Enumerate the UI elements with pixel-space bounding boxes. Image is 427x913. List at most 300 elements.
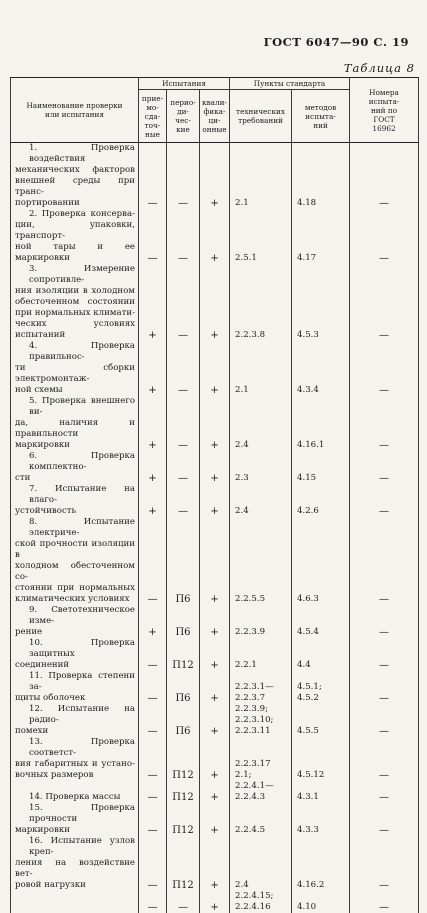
name-line: ческих условиях испытаний bbox=[15, 319, 135, 341]
name-line: 3. Измерение сопротивле- bbox=[15, 264, 135, 286]
table-row bbox=[11, 803, 419, 836]
cell-periodic bbox=[167, 264, 200, 341]
cell-acceptance-value: — bbox=[148, 880, 158, 891]
header-line: сда- bbox=[145, 112, 160, 121]
cell-test-name bbox=[11, 264, 139, 341]
cell-gost-value: — bbox=[379, 330, 389, 341]
table-row bbox=[11, 484, 419, 517]
table-row bbox=[11, 737, 419, 781]
cell-methods bbox=[292, 451, 350, 484]
cell-test-name bbox=[11, 803, 139, 836]
cell-periodic bbox=[167, 836, 200, 891]
tech-line: 2.1 bbox=[235, 385, 289, 396]
cell-gost bbox=[350, 341, 419, 396]
cell-methods bbox=[292, 605, 350, 638]
cell-qualification bbox=[200, 484, 230, 517]
cell-methods bbox=[292, 836, 350, 891]
name-line: помехи bbox=[15, 726, 135, 737]
table-body bbox=[11, 143, 419, 913]
cell-gost-value: — bbox=[379, 506, 389, 517]
cell-technical bbox=[230, 891, 292, 913]
cell-acceptance-value: — bbox=[148, 726, 158, 737]
name-line: устойчивость bbox=[15, 506, 135, 517]
cell-acceptance bbox=[139, 671, 167, 704]
cell-periodic-value: — bbox=[178, 253, 188, 264]
cell-acceptance bbox=[139, 605, 167, 638]
cell-periodic bbox=[167, 341, 200, 396]
cell-gost bbox=[350, 803, 419, 836]
name-line: 15. Проверка прочности bbox=[15, 803, 135, 825]
cell-methods bbox=[292, 671, 350, 704]
cell-technical bbox=[230, 671, 292, 704]
cell-periodic bbox=[167, 737, 200, 781]
cell-periodic bbox=[167, 484, 200, 517]
name-line: да, наличия и правильности bbox=[15, 418, 135, 440]
cell-gost bbox=[350, 638, 419, 671]
cell-test-name bbox=[11, 737, 139, 781]
header-line: прие- bbox=[142, 94, 163, 103]
cell-gost-value: — bbox=[379, 693, 389, 704]
cell-test-name bbox=[11, 891, 139, 913]
name-line: ления на воздействие вет- bbox=[15, 858, 135, 880]
cell-methods bbox=[292, 264, 350, 341]
table-row bbox=[11, 638, 419, 671]
meth-line: 4.5.5 bbox=[297, 726, 347, 737]
cell-methods bbox=[292, 484, 350, 517]
cell-qualification bbox=[200, 836, 230, 891]
cell-acceptance bbox=[139, 341, 167, 396]
cell-methods bbox=[292, 737, 350, 781]
cell-qualification-value: + bbox=[210, 440, 218, 451]
name-line: механических факторов bbox=[15, 165, 135, 176]
cell-technical bbox=[230, 605, 292, 638]
cell-qualification bbox=[200, 209, 230, 264]
cell-acceptance bbox=[139, 517, 167, 605]
name-line: 4. Проверка правильнос- bbox=[15, 341, 135, 363]
tech-line: 2.2.3.1— bbox=[235, 682, 289, 693]
cell-periodic bbox=[167, 781, 200, 803]
table-row bbox=[11, 836, 419, 891]
meth-line: 4.3.3 bbox=[297, 825, 347, 836]
header-line: фика- bbox=[204, 107, 226, 116]
cell-technical bbox=[230, 143, 292, 210]
header-line: ди- bbox=[177, 107, 189, 116]
tech-line: 2.2.3.8 bbox=[235, 330, 289, 341]
name-line: 2. Проверка консерва- bbox=[15, 209, 135, 220]
name-line: ровой нагрузки bbox=[15, 880, 135, 891]
cell-qualification-value: + bbox=[210, 726, 218, 737]
header-line: квали- bbox=[202, 98, 227, 107]
header-line: требований bbox=[238, 116, 283, 125]
cell-qualification bbox=[200, 396, 230, 451]
cell-gost bbox=[350, 891, 419, 913]
cell-technical bbox=[230, 737, 292, 781]
cell-acceptance-value: — bbox=[148, 693, 158, 704]
cell-acceptance bbox=[139, 396, 167, 451]
header-line: чес- bbox=[175, 116, 191, 125]
header-line: перио- bbox=[170, 98, 196, 107]
cell-qualification bbox=[200, 605, 230, 638]
cell-periodic-value: — bbox=[178, 440, 188, 451]
cell-methods bbox=[292, 781, 350, 803]
name-line: вия габаритных и устано- bbox=[15, 759, 135, 770]
name-line: 8. Испытание электриче- bbox=[15, 517, 135, 539]
cell-technical bbox=[230, 209, 292, 264]
cell-acceptance-value: — bbox=[148, 902, 158, 913]
cell-gost bbox=[350, 517, 419, 605]
tests-table bbox=[10, 77, 419, 913]
tech-line: 2.2.4.3 bbox=[235, 792, 289, 803]
name-line: маркировки bbox=[15, 440, 135, 451]
cell-periodic-value: П12 bbox=[172, 770, 193, 781]
cell-qualification-value: + bbox=[210, 253, 218, 264]
cell-gost-value: — bbox=[379, 440, 389, 451]
cell-periodic bbox=[167, 638, 200, 671]
meth-line: 4.16.2 bbox=[297, 880, 347, 891]
cell-gost-value: — bbox=[379, 473, 389, 484]
cell-periodic-value: — bbox=[178, 198, 188, 209]
cell-methods bbox=[292, 704, 350, 737]
cell-acceptance-value: — bbox=[148, 198, 158, 209]
col-header-acceptance bbox=[139, 90, 167, 143]
cell-methods bbox=[292, 638, 350, 671]
cell-qualification bbox=[200, 671, 230, 704]
cell-qualification bbox=[200, 341, 230, 396]
tech-line: 2.2.1 bbox=[235, 660, 289, 671]
cell-gost-value: — bbox=[379, 726, 389, 737]
cell-qualification bbox=[200, 517, 230, 605]
table-row bbox=[11, 143, 419, 210]
cell-gost-value: — bbox=[379, 660, 389, 671]
cell-qualification-value: + bbox=[210, 825, 218, 836]
cell-test-name bbox=[11, 396, 139, 451]
name-line: ной тары и ее маркировки bbox=[15, 242, 135, 264]
cell-gost bbox=[350, 484, 419, 517]
name-line: 14. Проверка массы bbox=[15, 792, 135, 803]
table-row bbox=[11, 209, 419, 264]
name-line: вочных размеров bbox=[15, 770, 135, 781]
col-group-clauses: Пункты стандарта bbox=[230, 78, 350, 90]
cell-qualification bbox=[200, 264, 230, 341]
cell-qualification-value: + bbox=[210, 198, 218, 209]
cell-technical bbox=[230, 341, 292, 396]
cell-gost bbox=[350, 704, 419, 737]
cell-technical bbox=[230, 781, 292, 803]
cell-gost-value: — bbox=[379, 792, 389, 803]
cell-technical bbox=[230, 517, 292, 605]
meth-line: 4.5.12 bbox=[297, 770, 347, 781]
cell-methods bbox=[292, 209, 350, 264]
table-row bbox=[11, 341, 419, 396]
cell-qualification-value: + bbox=[210, 792, 218, 803]
name-line: 11. Проверка степени за- bbox=[15, 671, 135, 693]
name-line: ной схемы bbox=[15, 385, 135, 396]
name-line: 7. Испытание на влаго- bbox=[15, 484, 135, 506]
cell-periodic-value: П12 bbox=[172, 825, 193, 836]
header-line: Наименование проверки bbox=[26, 101, 122, 110]
meth-line: 4.3.1 bbox=[297, 792, 347, 803]
name-line: щиты оболочек bbox=[15, 693, 135, 704]
meth-line: 4.5.1; bbox=[297, 682, 347, 693]
table-row bbox=[11, 704, 419, 737]
cell-periodic bbox=[167, 671, 200, 704]
cell-acceptance bbox=[139, 704, 167, 737]
cell-qualification bbox=[200, 891, 230, 913]
cell-periodic bbox=[167, 605, 200, 638]
cell-acceptance bbox=[139, 737, 167, 781]
cell-technical bbox=[230, 803, 292, 836]
cell-test-name bbox=[11, 484, 139, 517]
cell-periodic bbox=[167, 209, 200, 264]
cell-methods bbox=[292, 517, 350, 605]
cell-gost bbox=[350, 737, 419, 781]
cell-gost bbox=[350, 264, 419, 341]
tech-line: 2.2.4.16 bbox=[235, 902, 289, 913]
table-row bbox=[11, 396, 419, 451]
name-line: внешней среды при транс- bbox=[15, 176, 135, 198]
cell-acceptance bbox=[139, 451, 167, 484]
tech-line: 2.2.3.10; bbox=[235, 715, 289, 726]
cell-acceptance-value: + bbox=[148, 385, 156, 396]
cell-technical bbox=[230, 264, 292, 341]
tech-line: 2.2.3.7 bbox=[235, 693, 289, 704]
table-row bbox=[11, 671, 419, 704]
header-line: методов bbox=[305, 103, 336, 112]
meth-line: 4.18 bbox=[297, 198, 347, 209]
meth-line: 4.17 bbox=[297, 253, 347, 264]
tech-line: 2.2.3.9; bbox=[235, 704, 289, 715]
tech-line: 2.1; bbox=[235, 770, 289, 781]
cell-periodic-value: П12 bbox=[172, 792, 193, 803]
cell-test-name bbox=[11, 143, 139, 210]
cell-acceptance-value: + bbox=[148, 473, 156, 484]
cell-gost-value: — bbox=[379, 825, 389, 836]
cell-periodic bbox=[167, 451, 200, 484]
tech-line: 2.2.4.1— bbox=[235, 781, 289, 792]
cell-gost bbox=[350, 143, 419, 210]
cell-gost bbox=[350, 605, 419, 638]
cell-acceptance-value: — bbox=[148, 594, 158, 605]
cell-periodic-value: П12 bbox=[172, 660, 193, 671]
cell-acceptance-value: + bbox=[148, 627, 156, 638]
cell-gost-value: — bbox=[379, 253, 389, 264]
cell-methods bbox=[292, 143, 350, 210]
cell-periodic-value: — bbox=[178, 506, 188, 517]
tech-line: 2.2.5.5 bbox=[235, 594, 289, 605]
cell-qualification-value: + bbox=[210, 693, 218, 704]
cell-periodic bbox=[167, 803, 200, 836]
table-row bbox=[11, 451, 419, 484]
cell-technical bbox=[230, 704, 292, 737]
tech-line: 2.2.3.17 bbox=[235, 759, 289, 770]
meth-line: 4.3.4 bbox=[297, 385, 347, 396]
header-line: ний по bbox=[371, 106, 397, 115]
meth-line: 4.2.6 bbox=[297, 506, 347, 517]
table-row bbox=[11, 605, 419, 638]
cell-methods bbox=[292, 396, 350, 451]
header-line: ци- bbox=[208, 116, 220, 125]
header-line: испыта- bbox=[369, 97, 399, 106]
col-group-tests: Испытания bbox=[139, 78, 230, 90]
cell-periodic-value: П6 bbox=[175, 627, 190, 638]
name-line: 16. Испытание узлов креп- bbox=[15, 836, 135, 858]
cell-acceptance-value: — bbox=[148, 253, 158, 264]
cell-acceptance bbox=[139, 209, 167, 264]
name-line: ской прочности изоляции в bbox=[15, 539, 135, 561]
cell-acceptance bbox=[139, 484, 167, 517]
header-line: технических bbox=[236, 107, 285, 116]
cell-gost-value: — bbox=[379, 594, 389, 605]
col-header-methods bbox=[292, 90, 350, 143]
cell-acceptance bbox=[139, 264, 167, 341]
cell-gost bbox=[350, 396, 419, 451]
cell-test-name bbox=[11, 704, 139, 737]
cell-gost-value: — bbox=[379, 385, 389, 396]
col-header-periodic bbox=[167, 90, 200, 143]
header-line: испыта- bbox=[305, 112, 335, 121]
cell-acceptance bbox=[139, 143, 167, 210]
header-line: онные bbox=[202, 125, 226, 134]
tech-line: 2.2.4.15; bbox=[235, 891, 289, 902]
name-line: сти bbox=[15, 473, 135, 484]
name-line: портировании bbox=[15, 198, 135, 209]
cell-periodic-value: — bbox=[178, 902, 188, 913]
cell-technical bbox=[230, 836, 292, 891]
header-line: ГОСТ bbox=[373, 115, 394, 124]
name-line: ции, упаковки, транспорт- bbox=[15, 220, 135, 242]
cell-qualification bbox=[200, 143, 230, 210]
cell-acceptance-value: + bbox=[148, 330, 156, 341]
col-header-technical bbox=[230, 90, 292, 143]
tech-line: 2.5.1 bbox=[235, 253, 289, 264]
cell-acceptance bbox=[139, 638, 167, 671]
cell-technical bbox=[230, 638, 292, 671]
cell-periodic bbox=[167, 396, 200, 451]
name-line: климатических условиях bbox=[15, 594, 135, 605]
page-header: ГОСТ 6047—90 С. 19 bbox=[264, 35, 409, 49]
cell-acceptance-value: — bbox=[148, 660, 158, 671]
cell-qualification bbox=[200, 638, 230, 671]
cell-qualification-value: + bbox=[210, 660, 218, 671]
cell-qualification-value: + bbox=[210, 594, 218, 605]
meth-line: 4.5.2 bbox=[297, 693, 347, 704]
tech-line: 2.2.3.11 bbox=[235, 726, 289, 737]
cell-test-name bbox=[11, 781, 139, 803]
cell-periodic bbox=[167, 891, 200, 913]
cell-acceptance-value: — bbox=[148, 770, 158, 781]
header-line: ные bbox=[145, 130, 160, 139]
header-line: мо- bbox=[146, 103, 159, 112]
cell-periodic-value: П6 bbox=[175, 594, 190, 605]
cell-acceptance-value: + bbox=[148, 506, 156, 517]
cell-acceptance-value: + bbox=[148, 440, 156, 451]
meth-line: 4.15 bbox=[297, 473, 347, 484]
cell-qualification bbox=[200, 737, 230, 781]
cell-acceptance bbox=[139, 781, 167, 803]
cell-qualification bbox=[200, 803, 230, 836]
name-line: холодном обесточенном со- bbox=[15, 561, 135, 583]
cell-gost bbox=[350, 451, 419, 484]
cell-technical bbox=[230, 451, 292, 484]
cell-test-name bbox=[11, 451, 139, 484]
cell-qualification-value: + bbox=[210, 880, 218, 891]
name-line: при нормальных климати- bbox=[15, 308, 135, 319]
cell-periodic-value: — bbox=[178, 385, 188, 396]
cell-test-name bbox=[11, 605, 139, 638]
name-line: 5. Проверка внешнего ви- bbox=[15, 396, 135, 418]
cell-gost bbox=[350, 836, 419, 891]
table-label: Таблица 8 bbox=[344, 61, 415, 75]
cell-qualification-value: + bbox=[210, 627, 218, 638]
cell-gost-value: — bbox=[379, 627, 389, 638]
meth-line: 4.5.4 bbox=[297, 627, 347, 638]
name-line: ти сборки электромонтаж- bbox=[15, 363, 135, 385]
tech-line: 2.4 bbox=[235, 506, 289, 517]
meth-line: 4.6.3 bbox=[297, 594, 347, 605]
cell-qualification bbox=[200, 704, 230, 737]
cell-periodic-value: — bbox=[178, 330, 188, 341]
cell-periodic-value: П12 bbox=[172, 880, 193, 891]
cell-test-name bbox=[11, 671, 139, 704]
cell-periodic bbox=[167, 704, 200, 737]
name-line: соединений bbox=[15, 660, 135, 671]
tech-line: 2.4 bbox=[235, 440, 289, 451]
col-header-name bbox=[11, 78, 139, 143]
cell-gost bbox=[350, 781, 419, 803]
cell-periodic bbox=[167, 143, 200, 210]
table-row bbox=[11, 891, 419, 913]
col-header-gost bbox=[350, 78, 419, 143]
cell-qualification-value: + bbox=[210, 770, 218, 781]
tech-line: 2.1 bbox=[235, 198, 289, 209]
tech-line: 2.2.4.5 bbox=[235, 825, 289, 836]
name-line: рение bbox=[15, 627, 135, 638]
name-line: 12. Испытание на радио- bbox=[15, 704, 135, 726]
name-line: обесточенном состоянии bbox=[15, 297, 135, 308]
cell-gost-value: — bbox=[379, 198, 389, 209]
name-line: 10. Проверка защитных bbox=[15, 638, 135, 660]
cell-gost-value: — bbox=[379, 880, 389, 891]
cell-qualification-value: + bbox=[210, 473, 218, 484]
tech-line: 2.4 bbox=[235, 880, 289, 891]
table-row bbox=[11, 517, 419, 605]
col-header-qualification bbox=[200, 90, 230, 143]
cell-acceptance bbox=[139, 803, 167, 836]
name-line: 9. Светотехническое изме- bbox=[15, 605, 135, 627]
cell-periodic-value: П6 bbox=[175, 693, 190, 704]
table-row bbox=[11, 781, 419, 803]
header-line: или испытания bbox=[45, 110, 104, 119]
header-line: ний bbox=[313, 121, 328, 130]
cell-qualification bbox=[200, 451, 230, 484]
tech-line: 2.2.3.9 bbox=[235, 627, 289, 638]
cell-test-name bbox=[11, 341, 139, 396]
cell-qualification-value: + bbox=[210, 506, 218, 517]
header-line: 16962 bbox=[372, 124, 395, 133]
cell-gost-value: — bbox=[379, 902, 389, 913]
cell-methods bbox=[292, 803, 350, 836]
cell-methods bbox=[292, 891, 350, 913]
name-line: стоянии при нормальных bbox=[15, 583, 135, 594]
meth-line: 4.10 bbox=[297, 902, 347, 913]
meth-line: 4.4 bbox=[297, 660, 347, 671]
name-line: ния изоляции в холодном bbox=[15, 286, 135, 297]
cell-test-name bbox=[11, 209, 139, 264]
name-line: маркировки bbox=[15, 825, 135, 836]
cell-periodic-value: — bbox=[178, 473, 188, 484]
cell-technical bbox=[230, 484, 292, 517]
meth-line: 4.5.3 bbox=[297, 330, 347, 341]
